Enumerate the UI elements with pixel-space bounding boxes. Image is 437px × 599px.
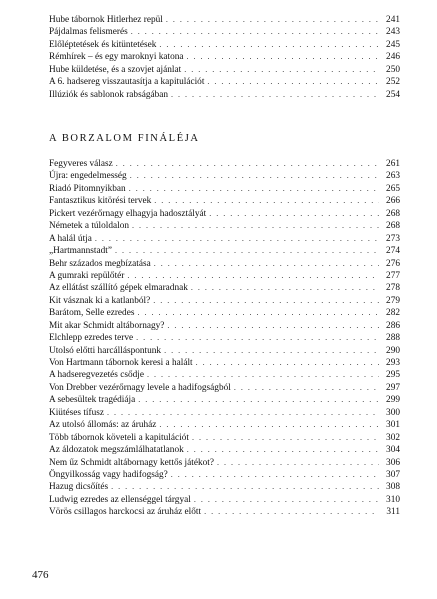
toc-entry-leader-dots	[147, 369, 379, 381]
toc-entry-title: Németek a túloldalon	[49, 221, 130, 232]
toc-entry-leader-dots	[187, 444, 379, 456]
toc-entry	[49, 282, 400, 294]
toc-entry-page: 252	[386, 77, 400, 88]
toc-entry-leader-dots	[234, 382, 379, 394]
toc-entry	[49, 183, 400, 195]
toc-entry-title: Kiütéses tífusz	[49, 407, 104, 418]
toc-entry	[49, 295, 400, 307]
toc-entry-page: 295	[386, 370, 400, 381]
toc-entry-page: 290	[386, 345, 400, 356]
toc-entry-page: 310	[386, 494, 400, 505]
toc-entry-title: Vörös csillagos harckocsi az áruház előtt	[49, 507, 202, 518]
toc-entry	[49, 432, 400, 444]
toc-list-top	[49, 14, 400, 101]
toc-entry-page: 297	[386, 382, 400, 393]
toc-entry-leader-dots	[127, 270, 379, 282]
toc-entry-page: 300	[386, 407, 400, 418]
toc-entry-page: 279	[386, 295, 400, 306]
toc-entry-leader-dots	[130, 170, 379, 182]
toc-entry-leader-dots	[116, 158, 379, 170]
toc-entry-title: Behr százados megbízatása	[49, 258, 151, 269]
page-number: 476	[32, 569, 49, 581]
toc-entry	[49, 89, 400, 101]
toc-entry-title: Az ellátást szállító gépek elmaradnak	[49, 283, 188, 294]
toc-entry	[49, 307, 400, 319]
toc-entry-title: Pájdalmas felismerés	[49, 27, 128, 38]
toc-entry-page: 276	[386, 258, 400, 269]
toc-entry-title: Hube küldetése, és a szovjet ajánlat	[49, 64, 182, 75]
toc-entry-leader-dots	[159, 39, 379, 51]
toc-entry-page: 308	[386, 482, 400, 493]
toc-entry	[49, 26, 400, 38]
toc-entry-title: Riadó Pitomnyikban	[49, 183, 126, 194]
toc-entry-page: 263	[386, 171, 400, 182]
toc-entry-page: 301	[386, 420, 400, 431]
toc-entry	[49, 382, 400, 394]
toc-entry	[49, 270, 400, 282]
toc-entry	[49, 506, 400, 518]
toc-entry	[49, 245, 400, 257]
toc-entry-title: A gumraki repülőtér	[49, 270, 125, 281]
toc-entry-title: Barátom, Selle ezredes	[49, 308, 135, 319]
toc-entry-title: Illúziók és sablonok rabságában	[49, 89, 169, 100]
toc-entry	[49, 220, 400, 232]
toc-entry-title: Az utolsó állomás: az áruház	[49, 420, 157, 431]
toc-entry-title: Előléptetések és kitüntetések	[49, 39, 157, 50]
toc-entry-page: 243	[386, 27, 400, 38]
toc-entry	[49, 170, 400, 182]
toc-entry	[49, 345, 400, 357]
toc-entry-leader-dots	[131, 26, 379, 38]
toc-entry-page: 265	[386, 183, 400, 194]
toc-entry-leader-dots	[209, 208, 379, 220]
toc-entry-leader-dots	[194, 494, 379, 506]
toc-entry-leader-dots	[129, 183, 379, 195]
toc-entry-leader-dots	[192, 432, 379, 444]
toc-entry-page: 245	[386, 39, 400, 50]
toc-entry	[49, 407, 400, 419]
toc-entry-title: Nem űz Schmidt altábornagy kettős játékot?	[49, 457, 214, 468]
toc-entry-leader-dots	[191, 282, 379, 294]
toc-entry-leader-dots	[187, 51, 379, 63]
toc-entry-title: Fantasztikus kitörési tervek	[49, 196, 152, 207]
toc-entry-title: Von Drebber vezérőrnagy levele a hadifogságból	[49, 382, 231, 393]
toc-entry-page: 282	[386, 308, 400, 319]
toc-entry-leader-dots	[153, 295, 379, 307]
toc-entry	[49, 208, 400, 220]
toc-entry	[49, 394, 400, 406]
toc-entry-page: 307	[386, 469, 400, 480]
toc-entry	[49, 39, 400, 51]
toc-entry	[49, 444, 400, 456]
toc-entry-page: 246	[386, 52, 400, 63]
toc-entry-title: Fegyveres válasz	[49, 159, 113, 169]
toc-entry	[49, 494, 400, 506]
toc-entry-leader-dots	[196, 357, 379, 369]
toc-entry-page: 277	[386, 270, 400, 281]
toc-entry-title: Újra: engedelmesség	[49, 171, 127, 182]
toc-entry-page: 306	[386, 457, 400, 468]
toc-entry-leader-dots	[132, 220, 379, 232]
toc-entry-page: 302	[386, 432, 400, 443]
toc-entry-page: 311	[386, 507, 400, 518]
toc-entry	[49, 357, 400, 369]
toc-entry-title: Több tábornok követeli a kapitulációt	[49, 432, 189, 443]
toc-entry-page: 299	[386, 395, 400, 406]
toc-entry-leader-dots	[137, 307, 379, 319]
toc-entry-leader-dots	[204, 506, 379, 518]
toc-entry	[49, 258, 400, 270]
toc-entry-title: Hazug dicsőítés	[49, 482, 109, 493]
toc-entry-leader-dots	[207, 76, 379, 88]
toc-entry-leader-dots	[164, 345, 379, 357]
toc-entry-leader-dots	[184, 64, 379, 76]
toc-entry-title: Elchlepp ezredes terve	[49, 333, 134, 344]
toc-entry-leader-dots	[154, 258, 379, 270]
toc-entry-page: 268	[386, 208, 400, 219]
toc-entry-title: A hadseregvezetés csődje	[49, 370, 144, 381]
toc-entry-leader-dots	[111, 481, 379, 493]
toc-entry-leader-dots	[171, 469, 379, 481]
toc-entry-leader-dots	[115, 245, 379, 257]
toc-entry-page: 288	[386, 333, 400, 344]
toc-entry-page: 254	[386, 89, 400, 100]
toc-entry-page: 241	[386, 15, 400, 25]
toc-entry-title: Mit akar Schmidt altábornagy?	[49, 320, 165, 331]
toc-entry-leader-dots	[95, 233, 379, 245]
toc-entry-title: Rémhírek – és egy maroknyi katona	[49, 52, 184, 63]
toc-entry-title: A halál útja	[49, 233, 92, 244]
toc-entry-leader-dots	[154, 195, 379, 207]
toc-entry-page: 286	[386, 320, 400, 331]
toc-entry-page: 261	[386, 159, 400, 169]
toc-entry	[49, 76, 400, 88]
toc-entry	[49, 369, 400, 381]
toc-entry	[49, 320, 400, 332]
toc-entry	[49, 51, 400, 63]
toc-entry	[49, 233, 400, 245]
toc-entry-title: Von Hartmann tábornok keresi a halált	[49, 358, 193, 368]
toc-entry-leader-dots	[138, 394, 379, 406]
toc-entry-page: 304	[386, 445, 400, 456]
toc-entry-title: „Hartmannstadt”	[49, 246, 112, 257]
toc-entry-page: 266	[386, 196, 400, 207]
toc-entry	[49, 64, 400, 76]
toc-entry-leader-dots	[107, 407, 379, 419]
toc-entry-page: 293	[386, 358, 400, 368]
toc-entry	[49, 457, 400, 469]
toc-entry	[49, 332, 400, 344]
toc-entry	[49, 195, 400, 207]
toc-entry	[49, 419, 400, 431]
toc-entry-leader-dots	[217, 457, 379, 469]
toc-entry-title: A sebesültek tragédiája	[49, 395, 136, 406]
toc-entry-title: Kit vásznak ki a katlanból?	[49, 295, 151, 306]
section-heading: A BORZALOM FINÁLÉJA	[49, 133, 200, 144]
toc-entry	[49, 14, 400, 26]
toc-entry-page: 278	[386, 283, 400, 294]
toc-entry-title: A 6. hadsereg visszautasítja a kapitulációt	[49, 77, 205, 88]
toc-list-bottom	[49, 158, 400, 519]
toc-entry-page: 250	[386, 64, 400, 75]
toc-entry-title: Pickert vezérőrnagy elhagyja hadosztályát	[49, 208, 207, 219]
toc-entry	[49, 469, 400, 481]
toc-entry-title: Hube tábornok Hitlerhez repül	[49, 15, 163, 25]
toc-entry-leader-dots	[171, 89, 379, 101]
toc-entry-leader-dots	[167, 320, 379, 332]
toc-entry-page: 268	[386, 221, 400, 232]
toc-entry-leader-dots	[136, 332, 379, 344]
toc-entry-title: Utolsó előtti harcálláspontunk	[49, 345, 162, 356]
toc-entry	[49, 158, 400, 170]
toc-entry-title: Ludwig ezredes az ellenséggel tárgyal	[49, 494, 191, 505]
toc-entry-title: Öngyilkosság vagy hadifogság?	[49, 469, 168, 480]
toc-entry	[49, 481, 400, 493]
toc-entry-page: 273	[386, 233, 400, 244]
toc-entry-title: Az áldozatok megszámlálhatatlanok	[49, 445, 184, 456]
toc-entry-leader-dots	[159, 419, 379, 431]
toc-entry-page: 274	[386, 246, 400, 257]
toc-entry-leader-dots	[166, 14, 379, 26]
